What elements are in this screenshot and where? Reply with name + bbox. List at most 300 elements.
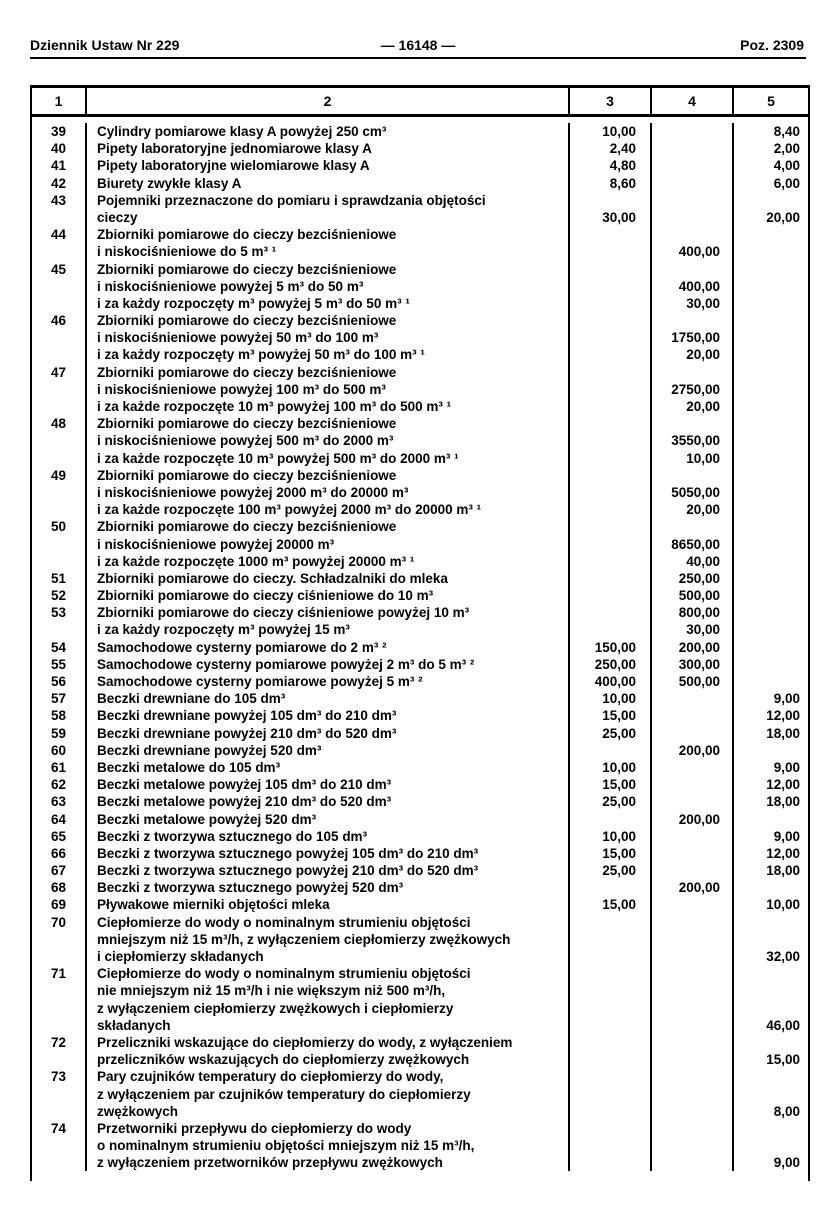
table-row-line: [32, 467, 808, 484]
fee-value-col3: [570, 518, 652, 535]
running-head: [30, 36, 806, 54]
fee-value-col3: 150,00: [570, 639, 652, 656]
item-description: Beczki metalowe powyżej 520 dm³: [87, 811, 570, 828]
table-row-line: [32, 570, 808, 587]
fee-value-col4: 20,00: [652, 346, 734, 363]
fee-value-col5: [734, 192, 808, 209]
table-body: [32, 117, 808, 1181]
fee-value-col3: 15,00: [570, 845, 652, 862]
item-description: z wyłączeniem par czujników temperatury do ciepłomierzy: [87, 1086, 570, 1103]
item-description: Beczki metalowe powyżej 105 dm³ do 210 dm³: [87, 776, 570, 793]
fee-value-col3: 15,00: [570, 896, 652, 913]
fee-value-col3: [570, 312, 652, 329]
item-description: i niskociśnieniowe powyżej 20000 m³: [87, 536, 570, 553]
fee-value-col5: 9,00: [773, 828, 800, 844]
table-row-line: [32, 1120, 808, 1137]
item-description: Samochodowe cysterny pomiarowe do 2 m³ ²: [87, 639, 570, 656]
fee-value-col4: [652, 175, 734, 192]
fee-value-col5: 6,00: [773, 175, 800, 191]
fee-value-col4: [652, 1137, 734, 1154]
row-number: 61: [32, 759, 87, 776]
item-description: Beczki drewniane do 105 dm³: [87, 690, 570, 707]
table-row-line: [32, 1137, 808, 1154]
fee-value-col3: [570, 1103, 652, 1120]
item-description: Beczki drewniane powyżej 210 dm³ do 520 dm³: [87, 725, 570, 742]
fee-value-col5: [734, 329, 808, 346]
fee-value-col5: [734, 450, 808, 467]
fee-value-col5: [734, 587, 808, 604]
fee-value-col5: 9,00: [773, 1155, 800, 1171]
item-description: Przeliczniki wskazujące do ciepłomierzy do wody, z wyłączeniem: [87, 1034, 570, 1051]
fee-value-col3: 10,00: [570, 759, 652, 776]
fee-value-col4: [652, 982, 734, 999]
fee-value-col3: [570, 1120, 652, 1137]
fee-value-col4: [652, 1017, 734, 1034]
fee-value-col3: [570, 948, 652, 965]
item-description: i niskociśnieniowe powyżej 5 m³ do 50 m³: [87, 278, 570, 295]
table-row-line: [32, 776, 808, 793]
table-row-line: [32, 398, 808, 415]
fee-value-col5: [734, 261, 808, 278]
fee-value-col5: [734, 811, 808, 828]
row-number: [32, 1000, 87, 1017]
fee-value-col5: [734, 312, 808, 329]
fee-value-col3: 10,00: [570, 123, 652, 140]
fee-value-col4: [652, 364, 734, 381]
fee-value-col4: [652, 793, 734, 810]
row-number: [32, 484, 87, 501]
fee-value-col5: 9,00: [773, 691, 800, 707]
table-row-line: [32, 381, 808, 398]
fee-value-col4: [652, 896, 734, 913]
fee-value-col4: [652, 209, 734, 226]
fee-value-col4: [652, 690, 734, 707]
fee-value-col3: 25,00: [570, 725, 652, 742]
fee-value-col5: [734, 364, 808, 381]
row-number: 53: [32, 604, 87, 621]
fee-value-col3: [570, 398, 652, 415]
fee-value-col3: 15,00: [570, 776, 652, 793]
fee-value-col3: [570, 914, 652, 931]
row-number: 56: [32, 673, 87, 690]
fee-value-col5: [734, 295, 808, 312]
header-rule: [30, 57, 806, 59]
fee-value-col3: [570, 1000, 652, 1017]
table-row-line: [32, 845, 808, 862]
table-row-line: [32, 673, 808, 690]
item-description: Cylindry pomiarowe klasy A powyżej 250 cm³: [87, 123, 570, 140]
item-description: zwężkowych: [87, 1103, 570, 1120]
row-number: 65: [32, 828, 87, 845]
fee-value-col3: [570, 346, 652, 363]
fee-value-col5: 18,00: [766, 863, 800, 879]
item-description: Pojemniki przeznaczone do pomiaru i sprawdzania objętości: [87, 192, 570, 209]
row-number: [32, 1103, 87, 1120]
row-number: [32, 209, 87, 226]
item-description: z wyłączeniem ciepłomierzy zwężkowych i ciepłomierzy: [87, 1000, 570, 1017]
table-row-line: [32, 415, 808, 432]
row-number: 41: [32, 157, 87, 174]
fee-value-col4: 200,00: [652, 639, 734, 656]
table-row-line: [32, 725, 808, 742]
fee-value-col4: [652, 845, 734, 862]
item-description: Zbiorniki pomiarowe do cieczy bezciśnieniowe: [87, 415, 570, 432]
item-description: i niskociśnieniowe powyżej 500 m³ do 2000 m³: [87, 432, 570, 449]
fee-value-col3: [570, 742, 652, 759]
fee-value-col5: [734, 879, 808, 896]
item-description: i za każde rozpoczęte 1000 m³ powyżej 20000 m³ ¹: [87, 553, 570, 570]
fee-value-col5: 2,00: [773, 141, 800, 157]
fee-value-col5: [734, 381, 808, 398]
fee-value-col3: [570, 381, 652, 398]
fee-value-col3: 8,60: [570, 175, 652, 192]
item-description: i niskociśnieniowe powyżej 50 m³ do 100 m³: [87, 329, 570, 346]
item-description: Zbiorniki pomiarowe do cieczy ciśnieniowe powyżej 10 m³: [87, 604, 570, 621]
item-description: Beczki metalowe do 105 dm³: [87, 759, 570, 776]
item-description: i za każdy rozpoczęty m³ powyżej 50 m³ do 100 m³ ¹: [87, 346, 570, 363]
fee-value-col5: [734, 1086, 808, 1103]
fee-value-col5: [734, 536, 808, 553]
fee-value-col3: [570, 604, 652, 621]
fee-value-col4: 200,00: [652, 879, 734, 896]
row-number: 73: [32, 1068, 87, 1085]
fee-value-col4: 2750,00: [652, 381, 734, 398]
fee-value-col4: 30,00: [652, 621, 734, 638]
row-number: 39: [32, 123, 87, 140]
row-number: [32, 329, 87, 346]
fee-value-col4: 3550,00: [652, 432, 734, 449]
row-number: 48: [32, 415, 87, 432]
row-number: [32, 398, 87, 415]
fee-value-col4: [652, 759, 734, 776]
item-description: Beczki drewniane powyżej 105 dm³ do 210 dm³: [87, 707, 570, 724]
fee-value-col3: [570, 1017, 652, 1034]
row-number: 43: [32, 192, 87, 209]
fee-value-col5: [734, 673, 808, 690]
item-description: Zbiorniki pomiarowe do cieczy ciśnieniowe do 10 m³: [87, 587, 570, 604]
table-row-line: [32, 278, 808, 295]
fee-value-col3: [570, 364, 652, 381]
table-row-line: [32, 862, 808, 879]
fee-value-col3: [570, 295, 652, 312]
item-description: Beczki z tworzywa sztucznego powyżej 520 dm³: [87, 879, 570, 896]
row-number: 67: [32, 862, 87, 879]
item-description: Ciepłomierze do wody o nominalnym strumieniu objętości: [87, 914, 570, 931]
row-number: 44: [32, 226, 87, 243]
row-number: 59: [32, 725, 87, 742]
fee-value-col4: 30,00: [652, 295, 734, 312]
table-row-line: [32, 896, 808, 913]
row-number: [32, 1154, 87, 1171]
fee-value-col4: [652, 1086, 734, 1103]
fee-value-col4: [652, 914, 734, 931]
fee-value-col3: [570, 982, 652, 999]
table-row-line: [32, 364, 808, 381]
item-description: Zbiorniki pomiarowe do cieczy bezciśnieniowe: [87, 226, 570, 243]
column-header-5: 5: [767, 93, 775, 109]
fee-value-col5: [734, 1120, 808, 1137]
fee-value-col4: 1750,00: [652, 329, 734, 346]
column-header-1: 1: [32, 88, 87, 114]
table-row-line: [32, 1086, 808, 1103]
fee-value-col5: 32,00: [766, 949, 800, 964]
journal-title: Dziennik Ustaw Nr 229: [30, 37, 180, 53]
row-number: 60: [32, 742, 87, 759]
fee-value-col4: [652, 828, 734, 845]
table-row-line: [32, 1068, 808, 1085]
fee-value-col3: 15,00: [570, 707, 652, 724]
fee-value-col5: [734, 243, 808, 260]
fee-value-col3: [570, 261, 652, 278]
row-number: 52: [32, 587, 87, 604]
fee-value-col4: 400,00: [652, 278, 734, 295]
table-row-line: [32, 621, 808, 638]
fee-value-col3: [570, 192, 652, 209]
fee-value-col3: [570, 1154, 652, 1171]
table-row-line: [32, 140, 808, 157]
row-number: 74: [32, 1120, 87, 1137]
table-row-line: [32, 1000, 808, 1017]
item-description: i ciepłomierzy składanych: [87, 948, 570, 965]
table-row-line: [32, 295, 808, 312]
table-row-line: [32, 811, 808, 828]
fee-value-col4: 800,00: [652, 604, 734, 621]
row-number: [32, 1137, 87, 1154]
table-row-line: [32, 226, 808, 243]
fee-value-col5: 18,00: [766, 794, 800, 810]
fee-value-col4: 5050,00: [652, 484, 734, 501]
row-number: 46: [32, 312, 87, 329]
table-row-line: [32, 1154, 808, 1171]
fee-value-col5: 20,00: [766, 209, 800, 225]
fee-value-col5: [734, 656, 808, 673]
fee-value-col5: [734, 621, 808, 638]
row-number: 51: [32, 570, 87, 587]
fee-value-col3: [570, 621, 652, 638]
item-description: Zbiorniki pomiarowe do cieczy. Schładzalniki do mleka: [87, 570, 570, 587]
item-description: mniejszym niż 15 m³/h, z wyłączeniem ciepłomierzy zwężkowych: [87, 931, 570, 948]
fee-value-col4: [652, 415, 734, 432]
fee-value-col5: 12,00: [766, 708, 800, 724]
table-row-line: [32, 312, 808, 329]
fee-value-col3: 10,00: [570, 828, 652, 845]
fee-value-col4: [652, 1034, 734, 1051]
row-number: 63: [32, 793, 87, 810]
fee-value-col5: 12,00: [766, 777, 800, 793]
row-number: 64: [32, 811, 87, 828]
column-header-2: 2: [87, 88, 570, 114]
item-description: i za każde rozpoczęte 10 m³ powyżej 100 m³ do 500 m³ ¹: [87, 398, 570, 415]
fee-value-col4: [652, 965, 734, 982]
fee-value-col5: [734, 914, 808, 931]
row-number: 72: [32, 1034, 87, 1051]
table-row-line: [32, 484, 808, 501]
fee-value-col5: 8,00: [773, 1103, 800, 1119]
row-number: 70: [32, 914, 87, 931]
table-row-line: [32, 759, 808, 776]
fee-value-col5: [734, 1034, 808, 1051]
table-row-line: [32, 261, 808, 278]
row-number: [32, 346, 87, 363]
fee-value-col4: [652, 123, 734, 140]
fee-value-col3: 30,00: [570, 209, 652, 226]
fee-value-col3: [570, 1086, 652, 1103]
item-description: Zbiorniki pomiarowe do cieczy bezciśnieniowe: [87, 261, 570, 278]
fee-value-col4: 500,00: [652, 587, 734, 604]
table-row-line: [32, 707, 808, 724]
fee-value-col3: 10,00: [570, 690, 652, 707]
fee-value-col4: [652, 776, 734, 793]
row-number: 55: [32, 656, 87, 673]
row-number: [32, 278, 87, 295]
row-number: 69: [32, 896, 87, 913]
fee-value-col4: 200,00: [652, 742, 734, 759]
item-description: Zbiorniki pomiarowe do cieczy bezciśnieniowe: [87, 364, 570, 381]
item-description: składanych: [87, 1017, 570, 1034]
fee-value-col3: [570, 965, 652, 982]
column-header-3: 3: [570, 88, 652, 114]
row-number: 47: [32, 364, 87, 381]
row-number: [32, 295, 87, 312]
fee-value-col3: [570, 226, 652, 243]
column-header-4: 4: [652, 88, 734, 114]
item-description: Beczki metalowe powyżej 210 dm³ do 520 dm³: [87, 793, 570, 810]
fee-value-col3: [570, 432, 652, 449]
fee-value-col5: [734, 501, 808, 518]
fee-value-col4: [652, 312, 734, 329]
row-number: [32, 1051, 87, 1068]
fee-value-col5: 10,00: [766, 897, 800, 913]
fee-value-col5: [734, 226, 808, 243]
fee-value-col3: 25,00: [570, 793, 652, 810]
table-row-line: [32, 656, 808, 673]
fee-value-col4: [652, 1051, 734, 1068]
fee-value-col4: [652, 140, 734, 157]
fee-value-col4: 500,00: [652, 673, 734, 690]
fee-value-col5: [734, 965, 808, 982]
item-description: i niskociśnieniowe do 5 m³ ¹: [87, 243, 570, 260]
fee-value-col4: [652, 226, 734, 243]
row-number: [32, 536, 87, 553]
fee-value-col4: [652, 518, 734, 535]
table-row-line: [32, 192, 808, 209]
fee-value-col5: [734, 931, 808, 948]
fee-value-col5: [734, 1000, 808, 1017]
fee-table: [30, 85, 810, 1181]
row-number: 68: [32, 879, 87, 896]
row-number: [32, 243, 87, 260]
fee-value-col4: [652, 261, 734, 278]
row-number: 54: [32, 639, 87, 656]
fee-value-col5: [734, 398, 808, 415]
item-description: Zbiorniki pomiarowe do cieczy bezciśnieniowe: [87, 518, 570, 535]
fee-value-col3: [570, 1068, 652, 1085]
fee-value-col5: [734, 346, 808, 363]
fee-value-col4: 250,00: [652, 570, 734, 587]
item-description: cieczy: [87, 209, 570, 226]
fee-value-col4: [652, 1120, 734, 1137]
table-row-line: [32, 536, 808, 553]
item-description: i za każde rozpoczęte 10 m³ powyżej 500 m³ do 2000 m³ ¹: [87, 450, 570, 467]
fee-value-col3: [570, 484, 652, 501]
fee-value-col4: [652, 157, 734, 174]
row-number: [32, 948, 87, 965]
item-description: nie mniejszym niż 15 m³/h i nie większym niż 500 m³/h,: [87, 982, 570, 999]
fee-value-col3: [570, 243, 652, 260]
fee-value-col3: [570, 278, 652, 295]
fee-value-col4: 300,00: [652, 656, 734, 673]
item-description: i za każde rozpoczęte 100 m³ powyżej 2000 m³ do 20000 m³ ¹: [87, 501, 570, 518]
row-number: 62: [32, 776, 87, 793]
fee-value-col3: [570, 1034, 652, 1051]
fee-value-col4: 8650,00: [652, 536, 734, 553]
item-description: Przetworniki przepływu do ciepłomierzy do wody: [87, 1120, 570, 1137]
item-description: z wyłączeniem przetworników przepływu zwężkowych: [87, 1154, 570, 1171]
fee-value-col3: [570, 329, 652, 346]
table-row-line: [32, 346, 808, 363]
table-row-line: [32, 982, 808, 999]
fee-value-col3: [570, 553, 652, 570]
table-row-line: [32, 914, 808, 931]
item-description: Beczki z tworzywa sztucznego do 105 dm³: [87, 828, 570, 845]
table-row-line: [32, 742, 808, 759]
fee-value-col5: 4,00: [773, 158, 800, 174]
fee-value-col3: 2,40: [570, 140, 652, 157]
fee-value-col3: [570, 587, 652, 604]
item-description: Beczki drewniane powyżej 520 dm³: [87, 742, 570, 759]
fee-value-col5: [734, 982, 808, 999]
fee-value-col4: 10,00: [652, 450, 734, 467]
fee-value-col5: 18,00: [766, 725, 800, 741]
fee-value-col5: [734, 570, 808, 587]
item-description: Samochodowe cysterny pomiarowe powyżej 2 m³ do 5 m³ ²: [87, 656, 570, 673]
table-header-row: [32, 88, 808, 117]
row-number: [32, 501, 87, 518]
fee-value-col3: 250,00: [570, 656, 652, 673]
table-row-line: [32, 553, 808, 570]
fee-value-col4: [652, 707, 734, 724]
row-number: 45: [32, 261, 87, 278]
fee-value-col3: [570, 501, 652, 518]
table-row-line: [32, 1051, 808, 1068]
item-description: Beczki z tworzywa sztucznego powyżej 105 dm³ do 210 dm³: [87, 845, 570, 862]
fee-value-col3: [570, 536, 652, 553]
row-number: 58: [32, 707, 87, 724]
table-row-line: [32, 604, 808, 621]
table-row-line: [32, 501, 808, 518]
item-description: Pływakowe mierniki objętości mleka: [87, 896, 570, 913]
table-row-line: [32, 157, 808, 174]
row-number: [32, 621, 87, 638]
item-description: Pipety laboratoryjne jednomiarowe klasy A: [87, 140, 570, 157]
item-description: Beczki z tworzywa sztucznego powyżej 210 dm³ do 520 dm³: [87, 862, 570, 879]
fee-value-col4: [652, 862, 734, 879]
fee-value-col4: [652, 725, 734, 742]
item-description: i niskociśnieniowe powyżej 100 m³ do 500 m³: [87, 381, 570, 398]
fee-value-col5: [734, 432, 808, 449]
fee-value-col3: [570, 1051, 652, 1068]
fee-value-col5: 12,00: [766, 845, 800, 861]
item-description: przeliczników wskazujących do ciepłomierzy zwężkowych: [87, 1051, 570, 1068]
item-description: Ciepłomierze do wody o nominalnym strumieniu objętości: [87, 965, 570, 982]
table-row-line: [32, 931, 808, 948]
fee-value-col3: [570, 931, 652, 948]
row-number: [32, 432, 87, 449]
row-number: 40: [32, 140, 87, 157]
table-row-line: [32, 432, 808, 449]
fee-value-col4: [652, 1000, 734, 1017]
row-number: 57: [32, 690, 87, 707]
